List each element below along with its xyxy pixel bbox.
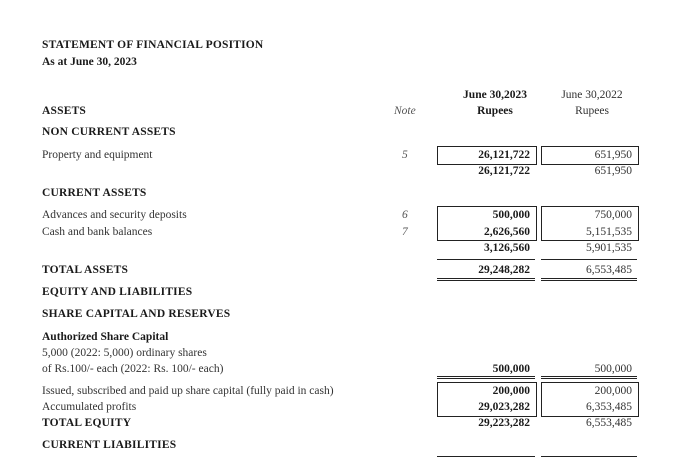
double-rule — [437, 278, 535, 281]
value-current: 2,626,560 — [484, 226, 530, 238]
section-current-liabilities: CURRENT LIABILITIES — [42, 439, 177, 451]
col-note: Note — [394, 105, 416, 117]
row-label: Cash and bank balances — [42, 226, 153, 238]
value-prior: 5,151,535 — [586, 226, 632, 238]
value-current: 26,121,722 — [478, 149, 530, 161]
col-prior-year: June 30,2022 — [561, 89, 623, 101]
value-current: 29,023,282 — [478, 401, 530, 413]
col-current-year: June 30,2023 — [463, 89, 527, 101]
double-rule — [437, 376, 535, 379]
total-equity-current: 29,223,282 — [478, 417, 530, 429]
row-note: 6 — [402, 209, 408, 221]
row-note: 5 — [402, 149, 408, 161]
section-assets: ASSETS — [42, 105, 87, 117]
authorized-current: 500,000 — [492, 363, 530, 375]
rule — [541, 456, 637, 457]
rule — [541, 259, 637, 260]
page-title: STATEMENT OF FINANCIAL POSITION — [42, 39, 264, 51]
value-current: 200,000 — [492, 385, 530, 397]
section-equity-liabilities: EQUITY AND LIABILITIES — [42, 286, 193, 298]
total-assets-prior: 6,553,485 — [586, 264, 632, 276]
page-subtitle: As at June 30, 2023 — [42, 56, 137, 68]
value-prior: 200,000 — [594, 385, 632, 397]
authorized-prior: 500,000 — [594, 363, 632, 375]
subtotal-current: 26,121,722 — [478, 165, 530, 177]
subtotal-current: 3,126,560 — [484, 242, 530, 254]
value-prior: 750,000 — [594, 209, 632, 221]
total-equity-prior: 6,553,485 — [586, 417, 632, 429]
authorized-capital-line1: 5,000 (2022: 5,000) ordinary shares — [42, 347, 207, 359]
authorized-capital-label: Authorized Share Capital — [42, 331, 169, 343]
total-assets-label: TOTAL ASSETS — [42, 264, 129, 276]
authorized-capital-line2: of Rs.100/- each (2022: Rs. 100/- each) — [42, 363, 224, 375]
section-current-assets: CURRENT ASSETS — [42, 187, 147, 199]
section-share-capital: SHARE CAPITAL AND RESERVES — [42, 308, 231, 320]
subtotal-prior: 651,950 — [594, 165, 632, 177]
double-rule — [541, 278, 637, 281]
row-label: Issued, subscribed and paid up share capital (fully paid in cash) — [42, 385, 334, 397]
value-current: 500,000 — [492, 209, 530, 221]
value-prior: 651,950 — [594, 149, 632, 161]
row-label: Accumulated profits — [42, 401, 137, 413]
total-assets-current: 29,248,282 — [478, 264, 530, 276]
col-prior-unit: Rupees — [575, 105, 609, 117]
row-note: 7 — [402, 226, 408, 238]
section-non-current-assets: NON CURRENT ASSETS — [42, 126, 176, 138]
rule — [437, 259, 535, 260]
row-label: Advances and security deposits — [42, 209, 187, 221]
double-rule — [541, 376, 637, 379]
subtotal-prior: 5,901,535 — [586, 242, 632, 254]
rule — [437, 456, 535, 457]
col-current-unit: Rupees — [477, 105, 513, 117]
total-equity-label: TOTAL EQUITY — [42, 417, 132, 429]
value-prior: 6,353,485 — [586, 401, 632, 413]
row-label: Property and equipment — [42, 149, 153, 161]
